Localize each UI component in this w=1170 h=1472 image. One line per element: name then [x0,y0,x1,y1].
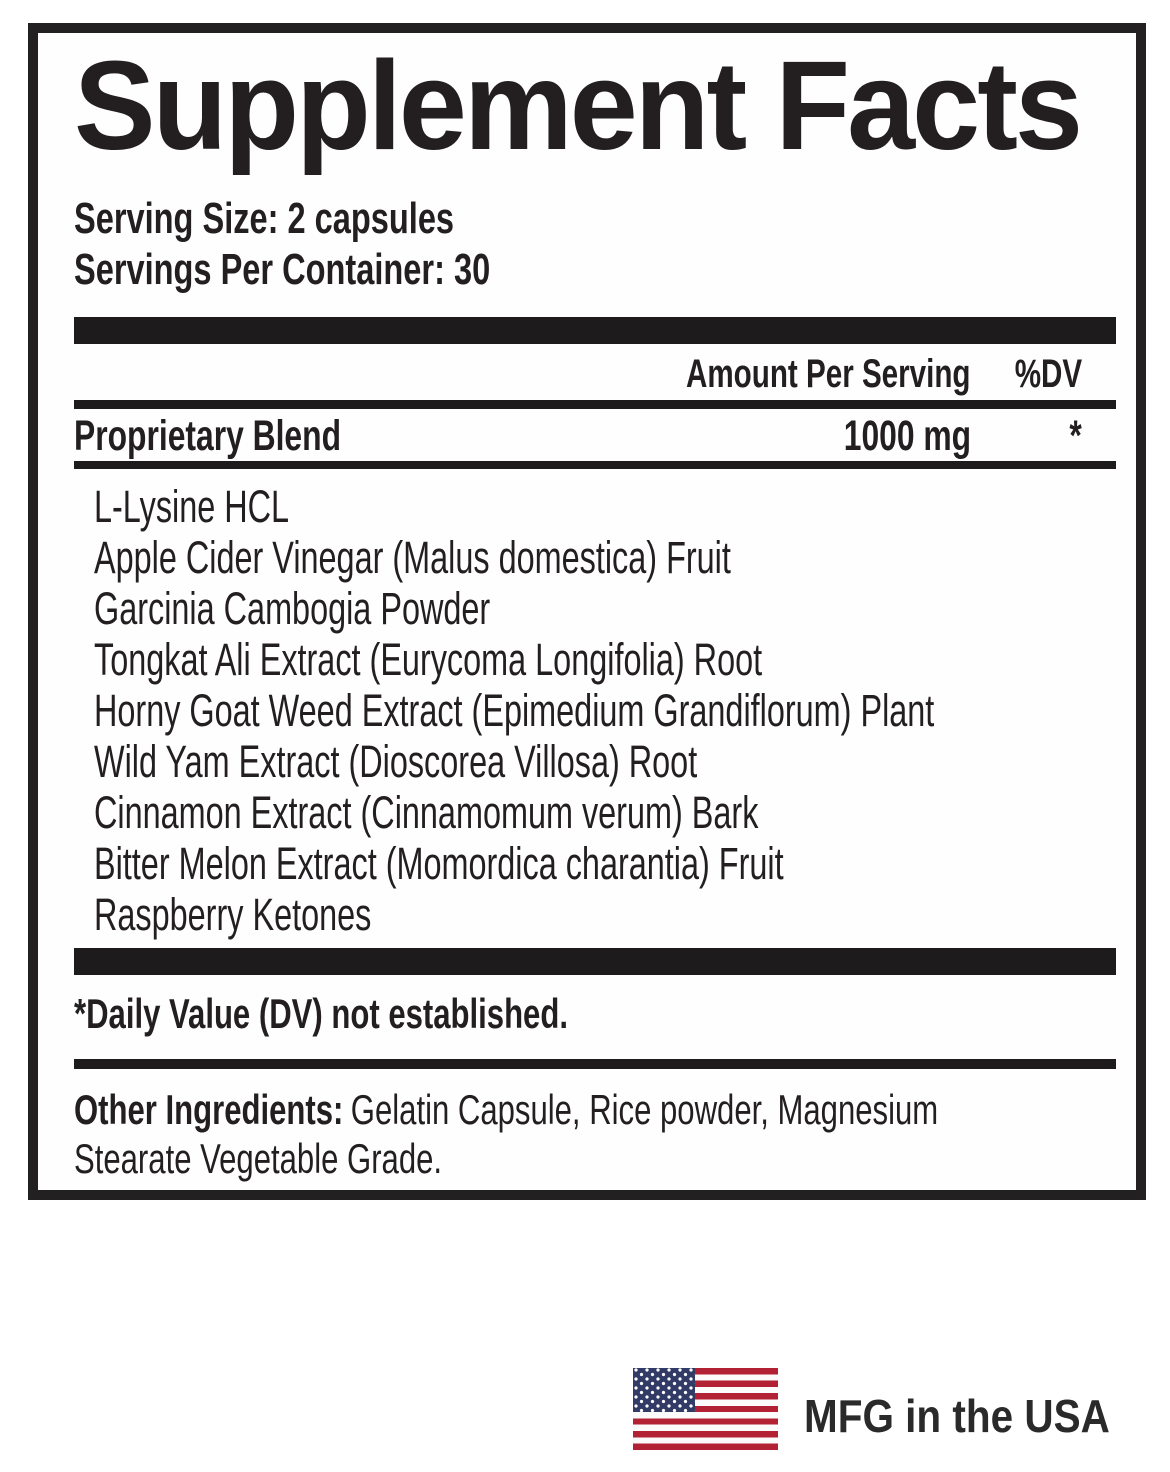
us-flag-canton [633,1368,695,1412]
list-item: Bitter Melon Extract (Momordica charantia) Fruit [94,838,784,889]
table-header-row [74,352,1116,396]
mfg-footer [633,1368,1152,1450]
list-item: Cinnamon Extract (Cinnamomum verum) Bark [94,787,759,838]
other-ingredients-text: Gelatin Capsule, Rice powder, Magnesium Stearate Vegetable Grade. [74,1086,939,1182]
list-item: Horny Goat Weed Extract (Epimedium Grandiflorum) Plant [94,685,935,736]
list-item: Apple Cider Vinegar (Malus domestica) Fruit [94,532,731,583]
thick-divider-top [74,317,1116,344]
daily-value-footnote: *Daily Value (DV) not established. [74,990,568,1037]
list-item: Tongkat Ali Extract (Eurycoma Longifolia) Root [94,634,763,685]
thin-divider-blend [74,461,1116,469]
mfg-text: MFG in the USA [804,1390,1110,1442]
blend-dv-asterisk: * [1069,412,1082,460]
medium-divider-header [74,400,1116,409]
proprietary-blend-row [74,413,1116,459]
blend-name: Proprietary Blend [74,412,342,460]
supplement-facts-panel [28,23,1146,1200]
serving-size-line: Serving Size: 2 capsules [74,194,455,243]
ingredient-list [74,481,1116,940]
list-item: Garcinia Cambogia Powder [94,583,491,634]
thick-divider-bottom [74,948,1116,975]
serving-info [74,193,1116,295]
medium-divider-footnote [74,1059,1116,1069]
other-ingredients-label: Other Ingredients: [74,1086,344,1133]
list-item: Wild Yam Extract (Dioscorea Villosa) Root [94,736,698,787]
list-item: Raspberry Ketones [94,889,372,940]
header-dv: %DV [1014,352,1082,396]
other-ingredients [74,1085,999,1183]
us-flag-icon [633,1368,778,1450]
header-amount-per-serving: Amount Per Serving [686,352,971,396]
blend-amount: 1000 mg [843,412,971,460]
list-item: L-Lysine HCL [94,481,290,532]
page-title-text: Supplement Facts [74,35,1081,176]
page-title [74,35,1116,176]
servings-per-container-line: Servings Per Container: 30 [74,245,491,294]
